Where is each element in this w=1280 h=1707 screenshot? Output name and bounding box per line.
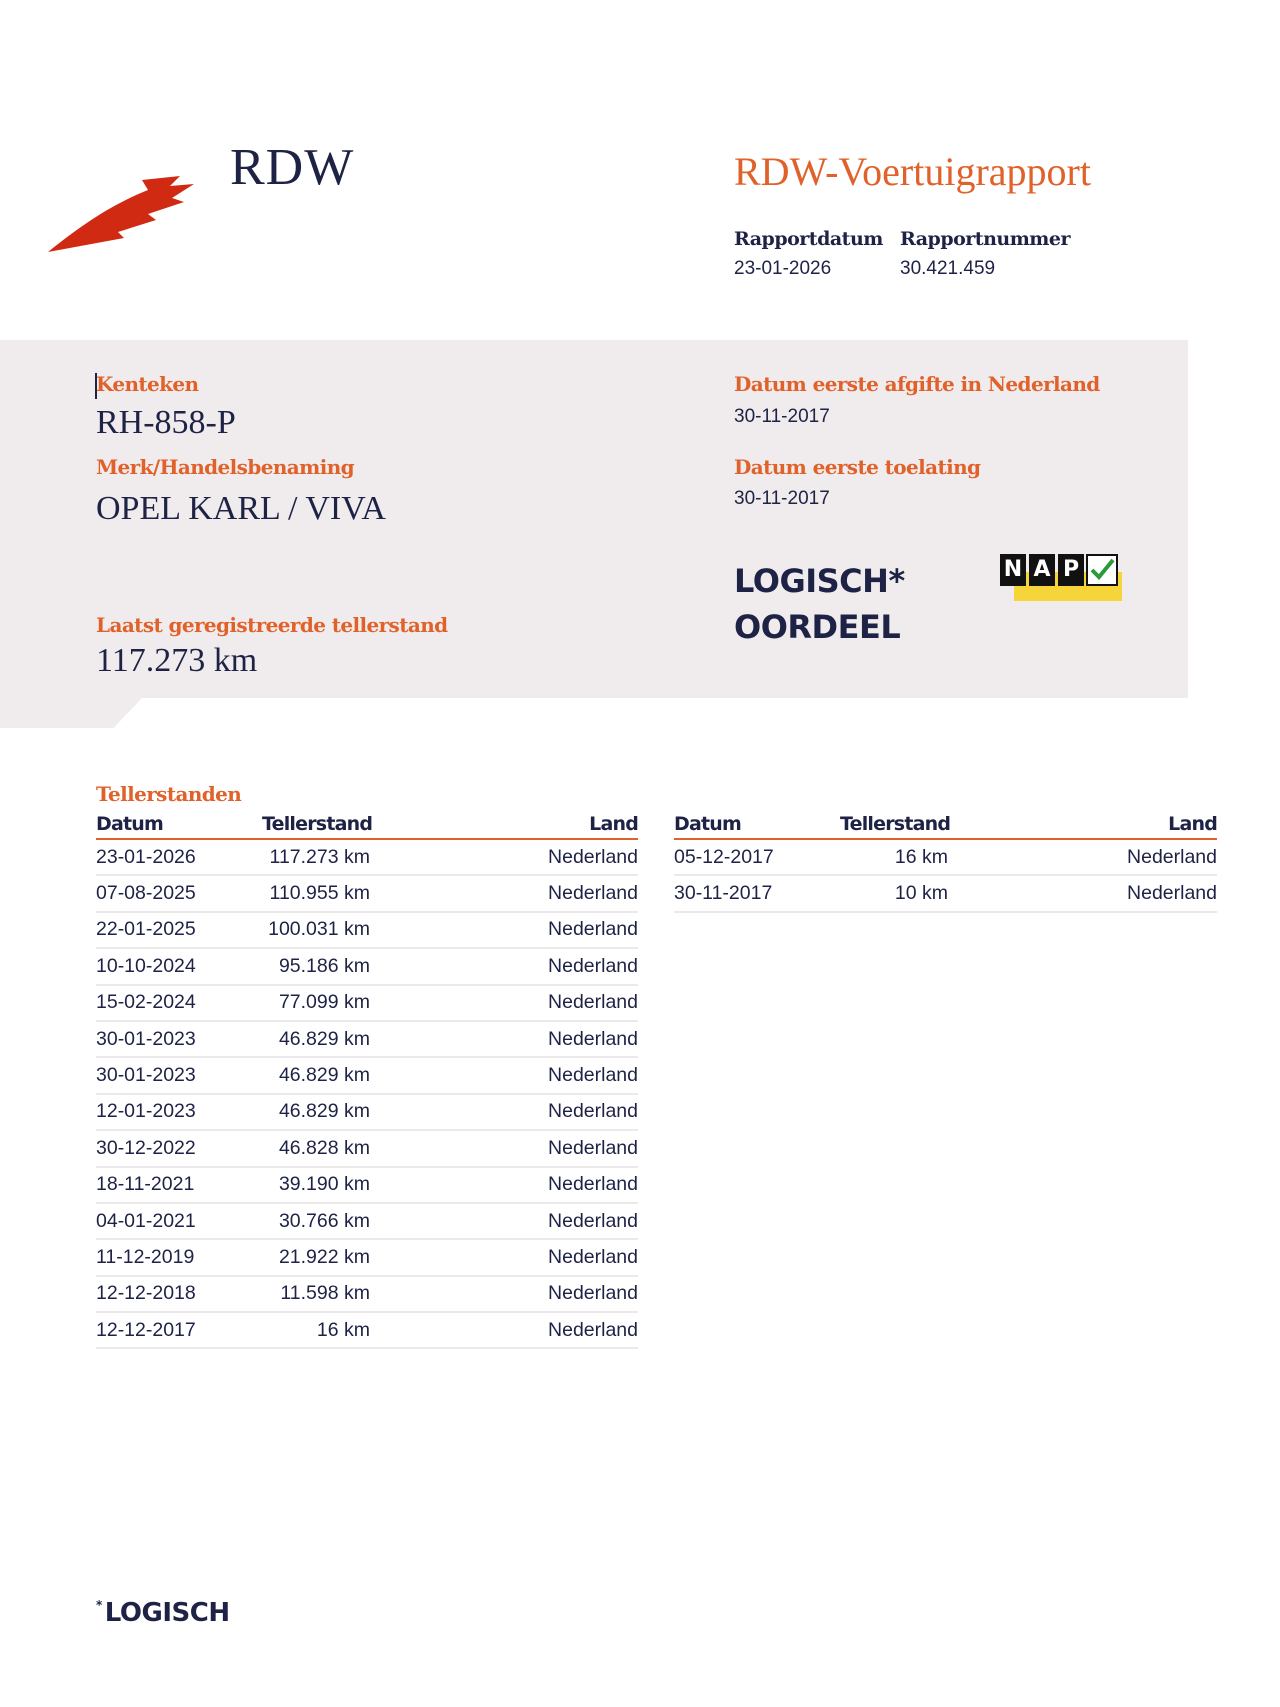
nap-letter-a: A [1029,554,1055,586]
cell-km: 30.766 km [278,1209,370,1232]
cell-km: 100.031 km [268,918,370,941]
logo-text: RDW [230,139,355,196]
verdict-line-1: LOGISCH* [734,562,905,600]
panel-tab-decoration [0,698,142,728]
report-number-label: Rapportnummer [900,228,1071,250]
cell-km: 39.190 km [278,1173,370,1196]
report-number-block [900,228,1070,280]
cell-date: 30-01-2023 [96,1027,196,1050]
nap-letter-n: N [1000,554,1026,586]
readings-title: Tellerstanden [96,782,242,806]
cell-country: Nederland [1127,845,1217,868]
cell-km: 46.829 km [278,1064,370,1087]
table-row [96,913,638,949]
header-km: Tellerstand [262,813,373,835]
table-row [96,949,638,985]
table-row [96,1022,638,1058]
first-admission-label: Datum eerste toelating [734,455,981,479]
cell-km: 46.828 km [278,1136,370,1159]
nap-badge [1000,554,1122,601]
cell-date: 30-11-2017 [674,882,773,905]
header-date: Datum [96,813,163,835]
cell-date: 12-01-2023 [96,1100,196,1123]
cell-country: Nederland [548,1245,638,1268]
table-row [96,840,638,876]
cell-date: 04-01-2021 [96,1209,196,1232]
cell-country: Nederland [548,1318,638,1341]
cell-km: 95.186 km [278,954,370,977]
cell-date: 22-01-2025 [96,918,196,941]
cell-country: Nederland [548,1209,638,1232]
report-date-value: 23-01-2026 [734,258,832,279]
table-row [96,876,638,912]
cell-country: Nederland [548,918,638,941]
table-header [96,810,638,840]
cell-km: 77.099 km [278,991,370,1014]
cell-date: 07-08-2025 [96,882,196,905]
table-row [96,1095,638,1131]
cell-km: 110.955 km [269,882,370,905]
cell-date: 15-02-2024 [96,991,196,1014]
first-issue-nl-label: Datum eerste afgifte in Nederland [734,372,1100,396]
footnote-text: LOGISCH [104,1598,230,1628]
footnote [96,1598,230,1628]
cell-date: 30-01-2023 [96,1064,196,1087]
report-date-label: Rapportdatum [734,228,883,250]
cell-country: Nederland [548,1100,638,1123]
brand-value: OPEL KARL / VIVA [96,490,386,527]
cell-km: 21.922 km [278,1245,370,1268]
cell-date: 23-01-2026 [96,845,196,868]
table-row [96,1277,638,1313]
cell-country: Nederland [548,1064,638,1087]
table-row [96,1313,638,1349]
first-admission-value: 30-11-2017 [734,488,830,509]
table-row [96,1240,638,1276]
cell-date: 11-12-2019 [96,1245,195,1268]
verdict-line-2: OORDEEL [734,608,901,646]
report-number-value: 30.421.459 [900,258,996,279]
footnote-marker: * [96,1598,102,1612]
table-row [96,986,638,1022]
report-title: RDW-Voertuigrapport [734,149,1091,194]
header-country: Land [1168,813,1217,835]
cell-country: Nederland [548,954,638,977]
cell-date: 05-12-2017 [674,845,774,868]
cell-km: 11.598 km [280,1282,370,1305]
cell-country: Nederland [548,1027,638,1050]
cell-km: 117.273 km [269,845,370,868]
cell-km: 10 km [894,882,948,905]
table-row [96,1131,638,1167]
odometer-value: 117.273 km [96,642,258,679]
readings-table-left [96,810,638,1349]
plate-value: RH-858-P [96,404,236,441]
cell-date: 10-10-2024 [96,954,196,977]
cell-km: 16 km [316,1318,370,1341]
nap-letter-p: P [1058,554,1084,586]
odometer-label: Laatst geregistreerde tellerstand [96,613,448,637]
cell-date: 18-11-2021 [96,1173,195,1196]
table-row [96,1058,638,1094]
table-row [96,1168,638,1204]
cell-country: Nederland [548,882,638,905]
readings-table-right [674,810,1217,913]
report-date-block [734,228,883,280]
cell-country: Nederland [548,1282,638,1305]
cell-date: 30-12-2022 [96,1136,196,1159]
cell-date: 12-12-2018 [96,1282,196,1305]
nap-check-icon [1086,554,1118,586]
cell-country: Nederland [548,1136,638,1159]
header-country: Land [589,813,638,835]
cell-country: Nederland [548,845,638,868]
table-header [674,810,1217,840]
header-date: Datum [674,813,741,835]
cell-country: Nederland [548,991,638,1014]
cell-date: 12-12-2017 [96,1318,196,1341]
table-row [96,1204,638,1240]
table-row [674,840,1217,876]
cell-km: 16 km [894,845,948,868]
cell-country: Nederland [1127,882,1217,905]
header-km: Tellerstand [840,813,951,835]
cell-country: Nederland [548,1173,638,1196]
cell-km: 46.829 km [278,1100,370,1123]
rdw-logo-icon [48,168,208,254]
plate-label: Kenteken [96,372,199,396]
cell-km: 46.829 km [278,1027,370,1050]
table-row [674,876,1217,912]
brand-label: Merk/Handelsbenaming [96,455,355,479]
first-issue-nl-value: 30-11-2017 [734,406,830,427]
